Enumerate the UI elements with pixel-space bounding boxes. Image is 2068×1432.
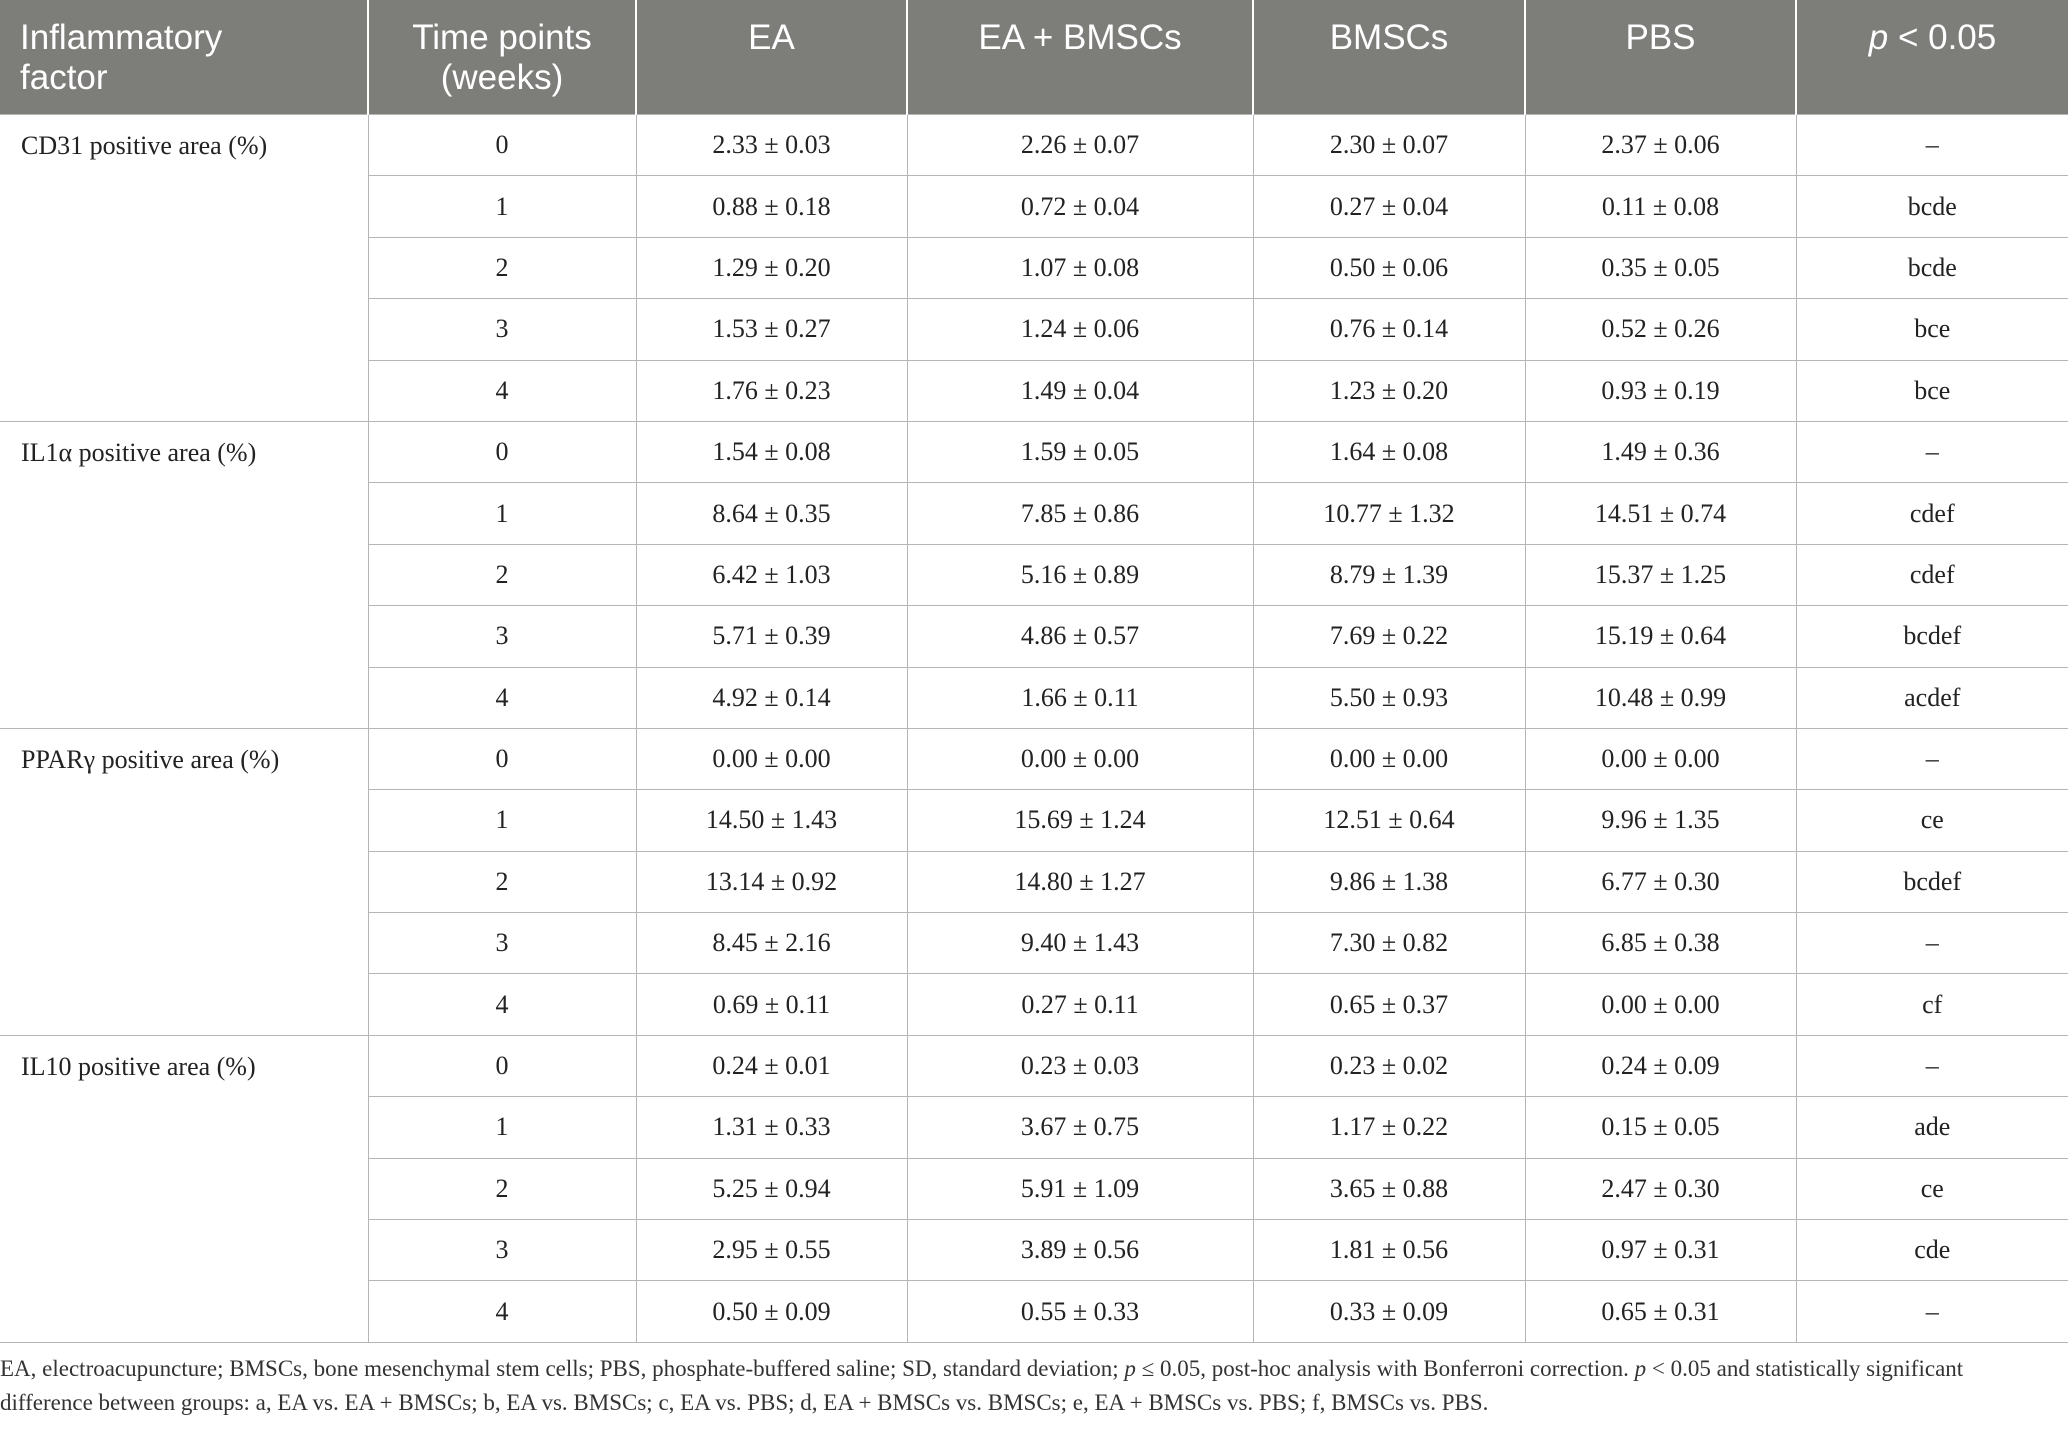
bmscs-cell: 0.50 ± 0.06 xyxy=(1253,237,1525,298)
footnote-p-1: p xyxy=(1124,1356,1136,1381)
bmscs-cell: 0.33 ± 0.09 xyxy=(1253,1281,1525,1342)
header-p-rest: < 0.05 xyxy=(1888,18,1997,57)
bmscs-cell: 0.27 ± 0.04 xyxy=(1253,176,1525,237)
ea-bmscs-cell: 9.40 ± 1.43 xyxy=(907,913,1253,974)
header-ea-bmscs: EA + BMSCs xyxy=(907,0,1253,115)
bmscs-cell: 8.79 ± 1.39 xyxy=(1253,544,1525,605)
pbs-cell: 0.35 ± 0.05 xyxy=(1525,237,1796,298)
footnote-text-2: ≤ 0.05, post-hoc analysis with Bonferroni correction. xyxy=(1135,1356,1635,1381)
header-bmscs: BMSCs xyxy=(1253,0,1525,115)
ea-bmscs-cell: 0.72 ± 0.04 xyxy=(907,176,1253,237)
bmscs-cell: 1.17 ± 0.22 xyxy=(1253,1097,1525,1158)
header-factor-line1: Inflammatory xyxy=(20,18,223,57)
pbs-cell: 1.49 ± 0.36 xyxy=(1525,421,1796,482)
p-value-cell: cdef xyxy=(1796,483,2068,544)
pbs-cell: 14.51 ± 0.74 xyxy=(1525,483,1796,544)
header-factor-line2: factor xyxy=(20,58,108,97)
header-p-italic: p xyxy=(1868,18,1889,57)
factor-label-cell: PPARγ positive area (%) xyxy=(0,728,368,1035)
p-value-cell: ade xyxy=(1796,1097,2068,1158)
p-value-cell: – xyxy=(1796,728,2068,789)
bmscs-cell: 10.77 ± 1.32 xyxy=(1253,483,1525,544)
ea-cell: 1.29 ± 0.20 xyxy=(636,237,907,298)
ea-cell: 1.76 ± 0.23 xyxy=(636,360,907,421)
ea-bmscs-cell: 3.89 ± 0.56 xyxy=(907,1220,1253,1281)
pbs-cell: 2.37 ± 0.06 xyxy=(1525,115,1796,176)
header-row xyxy=(0,0,2068,115)
p-value-cell: bcdef xyxy=(1796,606,2068,667)
ea-cell: 2.95 ± 0.55 xyxy=(636,1220,907,1281)
pbs-cell: 0.24 ± 0.09 xyxy=(1525,1035,1796,1096)
bmscs-cell: 9.86 ± 1.38 xyxy=(1253,851,1525,912)
ea-bmscs-cell: 0.55 ± 0.33 xyxy=(907,1281,1253,1342)
ea-cell: 13.14 ± 0.92 xyxy=(636,851,907,912)
bmscs-cell: 7.30 ± 0.82 xyxy=(1253,913,1525,974)
p-value-cell: – xyxy=(1796,913,2068,974)
bmscs-cell: 7.69 ± 0.22 xyxy=(1253,606,1525,667)
time-cell: 1 xyxy=(368,483,636,544)
table-footnote xyxy=(0,1352,2050,1420)
pbs-cell: 0.00 ± 0.00 xyxy=(1525,728,1796,789)
time-cell: 3 xyxy=(368,299,636,360)
ea-bmscs-cell: 4.86 ± 0.57 xyxy=(907,606,1253,667)
pbs-cell: 0.97 ± 0.31 xyxy=(1525,1220,1796,1281)
ea-cell: 1.54 ± 0.08 xyxy=(636,421,907,482)
time-cell: 0 xyxy=(368,421,636,482)
pbs-cell: 0.11 ± 0.08 xyxy=(1525,176,1796,237)
bmscs-cell: 5.50 ± 0.93 xyxy=(1253,667,1525,728)
ea-cell: 6.42 ± 1.03 xyxy=(636,544,907,605)
header-inflammatory-factor xyxy=(0,0,368,115)
time-cell: 0 xyxy=(368,115,636,176)
ea-bmscs-cell: 15.69 ± 1.24 xyxy=(907,790,1253,851)
bmscs-cell: 12.51 ± 0.64 xyxy=(1253,790,1525,851)
ea-bmscs-cell: 7.85 ± 0.86 xyxy=(907,483,1253,544)
time-cell: 2 xyxy=(368,851,636,912)
p-value-cell: – xyxy=(1796,1281,2068,1342)
p-value-cell: ce xyxy=(1796,1158,2068,1219)
time-cell: 1 xyxy=(368,176,636,237)
pbs-cell: 0.00 ± 0.00 xyxy=(1525,974,1796,1035)
table-row xyxy=(0,728,2068,789)
p-value-cell: – xyxy=(1796,115,2068,176)
table-row xyxy=(0,421,2068,482)
bmscs-cell: 1.64 ± 0.08 xyxy=(1253,421,1525,482)
ea-bmscs-cell: 14.80 ± 1.27 xyxy=(907,851,1253,912)
table-header xyxy=(0,0,2068,115)
ea-cell: 14.50 ± 1.43 xyxy=(636,790,907,851)
factor-label-cell: IL1α positive area (%) xyxy=(0,421,368,728)
bmscs-cell: 2.30 ± 0.07 xyxy=(1253,115,1525,176)
ea-bmscs-cell: 5.16 ± 0.89 xyxy=(907,544,1253,605)
pbs-cell: 6.85 ± 0.38 xyxy=(1525,913,1796,974)
pbs-cell: 0.15 ± 0.05 xyxy=(1525,1097,1796,1158)
ea-cell: 1.31 ± 0.33 xyxy=(636,1097,907,1158)
pbs-cell: 0.65 ± 0.31 xyxy=(1525,1281,1796,1342)
time-cell: 0 xyxy=(368,1035,636,1096)
header-pbs: PBS xyxy=(1525,0,1796,115)
ea-cell: 0.24 ± 0.01 xyxy=(636,1035,907,1096)
factor-label-cell: IL10 positive area (%) xyxy=(0,1035,368,1342)
bmscs-cell: 0.00 ± 0.00 xyxy=(1253,728,1525,789)
pbs-cell: 0.93 ± 0.19 xyxy=(1525,360,1796,421)
footnote-text-1: EA, electroacupuncture; BMSCs, bone mesenchymal stem cells; PBS, phosphate-buffered saline; SD, standard deviation; xyxy=(0,1356,1125,1381)
time-cell: 2 xyxy=(368,544,636,605)
bmscs-cell: 0.23 ± 0.02 xyxy=(1253,1035,1525,1096)
header-p-value xyxy=(1796,0,2068,115)
pbs-cell: 2.47 ± 0.30 xyxy=(1525,1158,1796,1219)
footnote-p-2: p xyxy=(1634,1356,1647,1381)
ea-bmscs-cell: 3.67 ± 0.75 xyxy=(907,1097,1253,1158)
time-cell: 4 xyxy=(368,667,636,728)
p-value-cell: cde xyxy=(1796,1220,2068,1281)
p-value-cell: acdef xyxy=(1796,667,2068,728)
table-body xyxy=(0,115,2068,1343)
ea-cell: 8.64 ± 0.35 xyxy=(636,483,907,544)
time-cell: 4 xyxy=(368,1281,636,1342)
ea-bmscs-cell: 0.23 ± 0.03 xyxy=(907,1035,1253,1096)
bmscs-cell: 3.65 ± 0.88 xyxy=(1253,1158,1525,1219)
header-time-line1: Time points xyxy=(412,18,592,57)
pbs-cell: 9.96 ± 1.35 xyxy=(1525,790,1796,851)
pbs-cell: 15.19 ± 0.64 xyxy=(1525,606,1796,667)
factor-label-cell: CD31 positive area (%) xyxy=(0,115,368,422)
ea-bmscs-cell: 1.24 ± 0.06 xyxy=(907,299,1253,360)
time-cell: 3 xyxy=(368,1220,636,1281)
p-value-cell: ce xyxy=(1796,790,2068,851)
footnote-text-3: < 0.05 and statistically significant difference between groups: a, EA vs. EA + BMSCs; b, EA vs. BMSCs; c, EA vs. PBS; d, EA + BMSCs vs. BMSCs; e, EA + BMSCs vs. PBS; f, BMSCs vs. PBS. xyxy=(0,1356,1964,1415)
ea-cell: 4.92 ± 0.14 xyxy=(636,667,907,728)
time-cell: 1 xyxy=(368,790,636,851)
ea-cell: 2.33 ± 0.03 xyxy=(636,115,907,176)
time-cell: 4 xyxy=(368,360,636,421)
ea-cell: 0.88 ± 0.18 xyxy=(636,176,907,237)
header-time-line2: (weeks) xyxy=(440,58,564,97)
time-cell: 4 xyxy=(368,974,636,1035)
table-row xyxy=(0,115,2068,176)
ea-bmscs-cell: 1.07 ± 0.08 xyxy=(907,237,1253,298)
ea-cell: 0.69 ± 0.11 xyxy=(636,974,907,1035)
ea-bmscs-cell: 5.91 ± 1.09 xyxy=(907,1158,1253,1219)
bmscs-cell: 0.76 ± 0.14 xyxy=(1253,299,1525,360)
pbs-cell: 0.52 ± 0.26 xyxy=(1525,299,1796,360)
pbs-cell: 6.77 ± 0.30 xyxy=(1525,851,1796,912)
p-value-cell: – xyxy=(1796,421,2068,482)
pbs-cell: 10.48 ± 0.99 xyxy=(1525,667,1796,728)
ea-bmscs-cell: 1.59 ± 0.05 xyxy=(907,421,1253,482)
p-value-cell: – xyxy=(1796,1035,2068,1096)
bmscs-cell: 1.23 ± 0.20 xyxy=(1253,360,1525,421)
time-cell: 3 xyxy=(368,606,636,667)
ea-bmscs-cell: 1.49 ± 0.04 xyxy=(907,360,1253,421)
p-value-cell: cdef xyxy=(1796,544,2068,605)
p-value-cell: cf xyxy=(1796,974,2068,1035)
time-cell: 2 xyxy=(368,1158,636,1219)
ea-cell: 0.50 ± 0.09 xyxy=(636,1281,907,1342)
bmscs-cell: 0.65 ± 0.37 xyxy=(1253,974,1525,1035)
ea-cell: 8.45 ± 2.16 xyxy=(636,913,907,974)
table-row xyxy=(0,1035,2068,1096)
header-time-points xyxy=(368,0,636,115)
time-cell: 2 xyxy=(368,237,636,298)
ea-cell: 1.53 ± 0.27 xyxy=(636,299,907,360)
bmscs-cell: 1.81 ± 0.56 xyxy=(1253,1220,1525,1281)
ea-bmscs-cell: 0.00 ± 0.00 xyxy=(907,728,1253,789)
ea-cell: 5.71 ± 0.39 xyxy=(636,606,907,667)
p-value-cell: bce xyxy=(1796,360,2068,421)
p-value-cell: bcde xyxy=(1796,237,2068,298)
header-ea: EA xyxy=(636,0,907,115)
p-value-cell: bce xyxy=(1796,299,2068,360)
ea-bmscs-cell: 0.27 ± 0.11 xyxy=(907,974,1253,1035)
time-cell: 1 xyxy=(368,1097,636,1158)
p-value-cell: bcde xyxy=(1796,176,2068,237)
ea-cell: 5.25 ± 0.94 xyxy=(636,1158,907,1219)
p-value-cell: bcdef xyxy=(1796,851,2068,912)
time-cell: 0 xyxy=(368,728,636,789)
pbs-cell: 15.37 ± 1.25 xyxy=(1525,544,1796,605)
time-cell: 3 xyxy=(368,913,636,974)
ea-bmscs-cell: 2.26 ± 0.07 xyxy=(907,115,1253,176)
ea-cell: 0.00 ± 0.00 xyxy=(636,728,907,789)
ea-bmscs-cell: 1.66 ± 0.11 xyxy=(907,667,1253,728)
